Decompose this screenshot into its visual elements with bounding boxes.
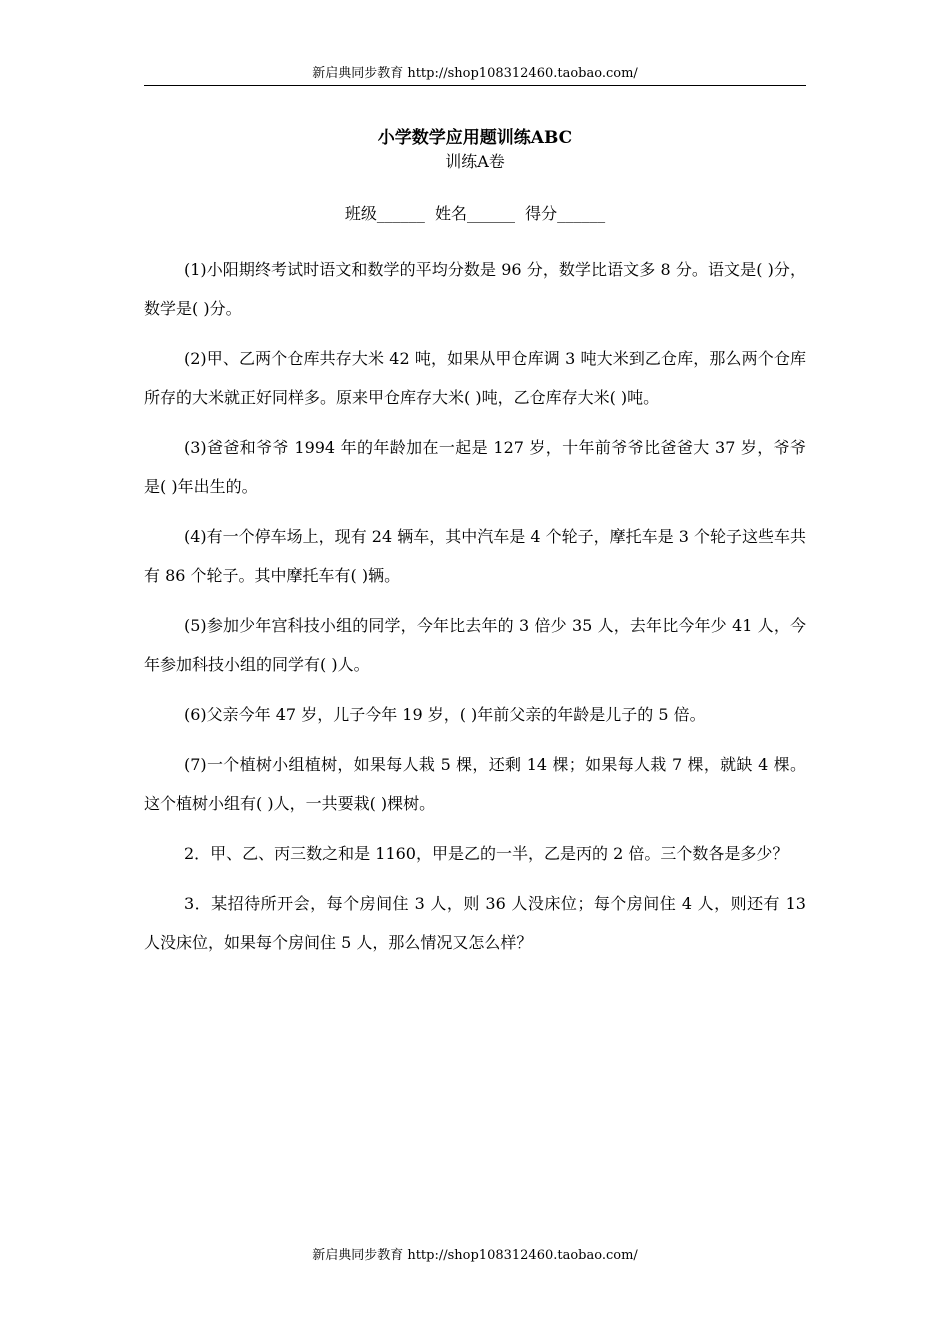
question-5: (5)参加少年宫科技小组的同学，今年比去年的 3 倍少 35 人，去年比今年少 41 人，今年参加科技小组的同学有( )人。 <box>144 616 806 674</box>
question-list <box>144 250 806 973</box>
page-footer: 新启典同步教育 http://shop108312460.taobao.com/ <box>312 1248 638 1263</box>
header-divider <box>144 85 806 86</box>
question-3: (3)爸爸和爷爷 1994 年的年龄加在一起是 127 岁，十年前爷爷比爸爸大 37 岁，爷爷是( )年出生的。 <box>144 438 806 496</box>
question-2: (2)甲、乙两个仓库共存大米 42 吨，如果从甲仓库调 3 吨大米到乙仓库，那么两个仓库所存的大米就正好同样多。原来甲仓库存大米( )吨，乙仓库存大米( )吨。 <box>144 349 806 407</box>
document-title: 小学数学应用题训练ABC <box>377 128 573 148</box>
question-4: (4)有一个停车场上，现有 24 辆车，其中汽车是 4 个轮子，摩托车是 3 个轮子这些车共有 86 个轮子。其中摩托车有( )辆。 <box>144 527 806 585</box>
document-subtitle: 训练A卷 <box>445 152 505 171</box>
problem-2: 2．甲、乙、丙三数之和是 1160，甲是乙的一半，乙是丙的 2 倍。三个数各是多少？ <box>184 844 789 863</box>
question-1: (1)小阳期终考试时语文和数学的平均分数是 96 分，数学比语文多 8 分。语文是( )分，数学是( )分。 <box>144 260 806 318</box>
question-6: (6)父亲今年 47 岁，儿子今年 19 岁，( )年前父亲的年龄是儿子的 5 倍。 <box>184 705 706 724</box>
question-7: (7)一个植树小组植树，如果每人栽 5 棵，还剩 14 棵；如果每人栽 7 棵，就缺 4 棵。这个植树小组有( )人，一共要栽( )棵树。 <box>144 755 806 813</box>
student-info-row: 班级______ 姓名______ 得分______ <box>344 204 606 223</box>
page-header: 新启典同步教育 http://shop108312460.taobao.com/ <box>312 66 638 81</box>
problem-3: 3．某招待所开会，每个房间住 3 人，则 36 人没床位；每个房间住 4 人，则还有 13 人没床位，如果每个房间住 5 人，那么情况又怎么样？ <box>144 894 806 952</box>
